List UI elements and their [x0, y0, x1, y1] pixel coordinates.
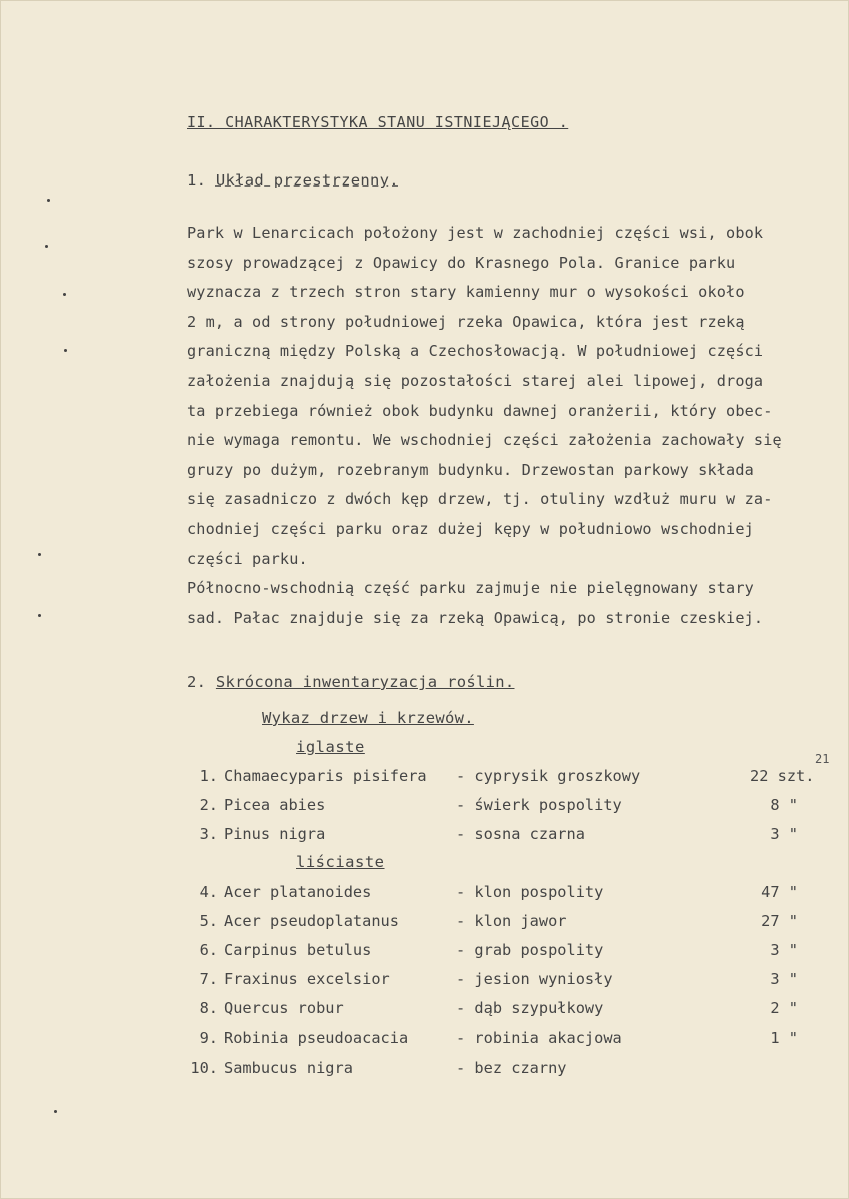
paragraph-line: się zasadniczo z dwóch kęp drzew, tj. otuliny wzdłuż muru w za-: [187, 490, 773, 509]
margin-mark: [63, 293, 66, 296]
paragraph-line: ta przebiega również obok budynku dawnej oranżerii, który obec-: [187, 401, 773, 420]
group-heading-deciduous: liściaste: [296, 853, 385, 871]
margin-mark: [54, 1110, 57, 1113]
table-row: [190, 1056, 830, 1080]
group-heading-conifers: iglaste: [296, 738, 365, 756]
table-row: [190, 793, 830, 817]
count: 3 ": [770, 825, 798, 843]
count: 2 ": [770, 999, 798, 1017]
polish-name: - dąb szypułkowy: [456, 999, 604, 1017]
table-row: [190, 822, 830, 846]
paragraph-line: założenia znajdują się pozostałości starej alei lipowej, droga: [187, 371, 764, 390]
count: 3 ": [770, 941, 798, 959]
margin-mark: [38, 614, 41, 617]
list-heading: Wykaz drzew i krzewów.: [262, 709, 474, 727]
subsection-heading-1: [187, 171, 399, 189]
table-row: [190, 909, 830, 933]
subsection-title: Skrócona inwentaryzacja roślin.: [215, 673, 515, 691]
latin-name: Acer pseudoplatanus: [224, 912, 399, 930]
polish-name: - cyprysik groszkowy: [456, 767, 641, 785]
subsection-heading-2: [187, 673, 515, 691]
count: 27 ": [761, 912, 798, 930]
table-row: [190, 764, 830, 788]
paragraph-line: wyznacza z trzech stron stary kamienny mur o wysokości około: [187, 283, 745, 302]
table-row: [190, 1026, 830, 1050]
subsection-number: 1.: [187, 171, 207, 189]
count: 3 ": [770, 970, 798, 988]
count: 22 szt.: [750, 767, 815, 785]
polish-name: - jesion wyniosły: [456, 970, 613, 988]
subsection-title: Układ przestrzenny.: [215, 171, 399, 189]
paragraph-line: chodniej części parku oraz dużej kępy w południowo wschodniej: [187, 519, 754, 538]
margin-mark: [45, 245, 48, 248]
polish-name: - klon pospolity: [456, 883, 604, 901]
latin-name: Quercus robur: [224, 999, 344, 1017]
latin-name: Chamaecyparis pisifera: [224, 767, 427, 785]
table-row: [190, 880, 830, 904]
polish-name: - robinia akacjowa: [456, 1029, 622, 1047]
paragraph-line: gruzy po dużym, rozebranym budynku. Drzewostan parkowy składa: [187, 460, 754, 479]
row-number: 7.: [199, 970, 218, 988]
margin-mark: [64, 349, 67, 352]
row-number: 8.: [199, 999, 218, 1017]
table-row: [190, 996, 830, 1020]
polish-name: - grab pospolity: [456, 941, 604, 959]
polish-name: - bez czarny: [456, 1059, 567, 1077]
row-number: 3.: [199, 825, 218, 843]
row-number: 4.: [199, 883, 218, 901]
paragraph-line: graniczną między Polską a Czechosłowacją. W południowej części: [187, 342, 764, 361]
count: 47 ": [761, 883, 798, 901]
count: 1 ": [770, 1029, 798, 1047]
paragraph-line: Północno-wschodnią część parku zajmuje nie pielęgnowany stary: [187, 579, 754, 598]
paragraph-line: Park w Lenarcicach położony jest w zachodniej części wsi, obok: [187, 224, 764, 242]
description-paragraph: [187, 219, 782, 633]
paragraph-line: części parku.: [187, 549, 308, 568]
latin-name: Sambucus nigra: [224, 1059, 353, 1077]
margin-mark: [38, 553, 41, 556]
latin-name: Fraxinus excelsior: [224, 970, 390, 988]
paragraph-line: nie wymaga remontu. We wschodniej części założenia zachowały się: [187, 431, 782, 450]
table-row: [190, 967, 830, 991]
subsection-number: 2.: [187, 673, 207, 691]
polish-name: - sosna czarna: [456, 825, 585, 843]
latin-name: Picea abies: [224, 796, 326, 814]
latin-name: Pinus nigra: [224, 825, 326, 843]
count: 8 ": [770, 796, 798, 814]
handwritten-page-note: 21: [815, 752, 830, 766]
latin-name: Carpinus betulus: [224, 941, 372, 959]
row-number: 10.: [190, 1059, 218, 1077]
polish-name: - klon jawor: [456, 912, 567, 930]
paragraph-line: 2 m, a od strony południowej rzeka Opawica, która jest rzeką: [187, 312, 745, 331]
polish-name: - świerk pospolity: [456, 796, 622, 814]
latin-name: Robinia pseudoacacia: [224, 1029, 409, 1047]
latin-name: Acer platanoides: [224, 883, 372, 901]
table-row: [190, 938, 830, 962]
paragraph-line: sad. Pałac znajduje się za rzeką Opawicą, po stronie czeskiej.: [187, 608, 764, 627]
row-number: 6.: [199, 941, 218, 959]
row-number: 9.: [199, 1029, 218, 1047]
margin-mark: [47, 199, 50, 202]
section-title: II. CHARAKTERYSTYKA STANU ISTNIEJĄCEGO .: [187, 113, 569, 131]
row-number: 5.: [199, 912, 218, 930]
paragraph-line: szosy prowadzącej z Opawicy do Krasnego Pola. Granice parku: [187, 253, 736, 272]
row-number: 1.: [199, 767, 218, 785]
row-number: 2.: [199, 796, 218, 814]
